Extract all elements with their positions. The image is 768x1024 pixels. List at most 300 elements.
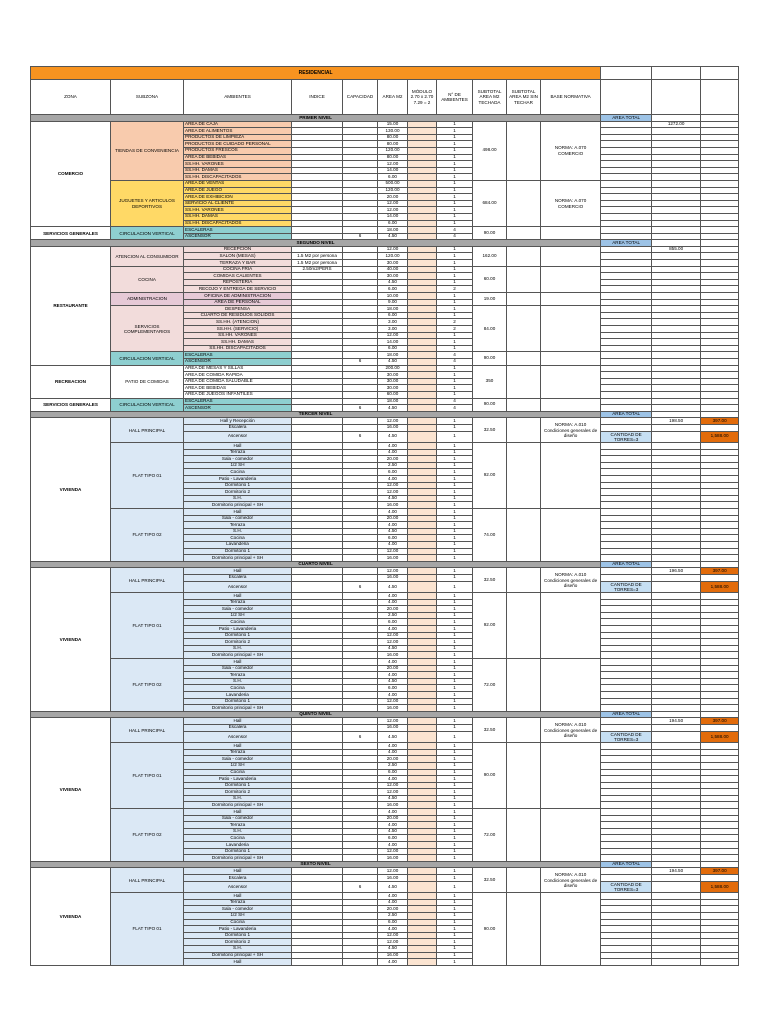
ambiente-cell: Sala - comedor — [184, 606, 292, 613]
capacidad-cell — [343, 391, 378, 398]
ambiente-cell: Dormitorio 2 — [184, 939, 292, 946]
cell — [652, 672, 701, 679]
subtotal-cell: 60.00 — [473, 266, 507, 292]
ambiente-cell: Dormitorio 1 — [184, 848, 292, 855]
cell — [601, 548, 652, 555]
num-ambientes-cell: 1 — [437, 418, 473, 425]
area-cell: 2.50 — [378, 612, 408, 619]
subzone-cell: HALL PRINCIPAL — [111, 418, 184, 443]
cell — [652, 522, 701, 529]
cell — [652, 861, 701, 868]
subtotal-cell: 72.00 — [473, 659, 507, 712]
cell — [652, 528, 701, 535]
num-ambientes-cell: 1 — [437, 207, 473, 214]
cell — [701, 842, 739, 849]
area-cell: 80.00 — [378, 154, 408, 161]
modulo-cell — [408, 756, 437, 763]
area-cell: 4.00 — [378, 659, 408, 666]
table-row — [31, 809, 739, 816]
num-ambientes-cell: 1 — [437, 167, 473, 174]
modulo-cell — [408, 718, 437, 725]
indice-cell — [292, 809, 343, 816]
cell — [601, 213, 652, 220]
capacidad-cell — [343, 855, 378, 862]
cell — [601, 358, 652, 365]
ambiente-cell: Lavanderia — [184, 692, 292, 699]
cell — [601, 299, 652, 306]
cell — [652, 685, 701, 692]
cell — [652, 200, 701, 207]
capacidad-cell — [343, 443, 378, 450]
indice-cell — [292, 312, 343, 319]
cell — [601, 685, 652, 692]
cell — [701, 391, 739, 398]
modulo-cell — [408, 482, 437, 489]
area-total-label: AREA TOTAL — [601, 711, 652, 718]
num-ambientes-cell: 1 — [437, 213, 473, 220]
ambiente-cell: TERRAZA Y BAR — [184, 260, 292, 267]
cell — [701, 180, 739, 187]
area-cell: 16.00 — [378, 705, 408, 712]
modulo-cell — [408, 822, 437, 829]
area-cell: 4.00 — [378, 749, 408, 756]
ambiente-cell: Dormitorio principal + SH — [184, 952, 292, 959]
area-extra-value: 397.00 — [701, 568, 739, 575]
cell — [652, 612, 701, 619]
area-cell: 9.00 — [378, 299, 408, 306]
indice-cell — [292, 724, 343, 731]
cell — [652, 279, 701, 286]
ambiente-cell: RECOJO Y ENTREGA DE SERVICIO — [184, 286, 292, 293]
table-row — [31, 246, 739, 253]
area-cell: 12.00 — [378, 632, 408, 639]
ambiente-cell: Terraza — [184, 899, 292, 906]
subtotal-cell: 684.00 — [473, 180, 507, 226]
modulo-cell — [408, 769, 437, 776]
indice-cell — [292, 332, 343, 339]
indice-cell — [292, 665, 343, 672]
subtotal-cell: 350 — [473, 365, 507, 398]
num-ambientes-cell: 1 — [437, 147, 473, 154]
modulo-cell — [408, 652, 437, 659]
indice-cell — [292, 319, 343, 326]
ambiente-cell: Patio - Lavanderia — [184, 776, 292, 783]
indice-cell — [292, 424, 343, 431]
num-ambientes-cell: 1 — [437, 724, 473, 731]
modulo-cell — [408, 528, 437, 535]
modulo-cell — [408, 391, 437, 398]
modulo-cell — [408, 855, 437, 862]
cell — [701, 411, 739, 418]
num-ambientes-cell: 1 — [437, 194, 473, 201]
table-row — [31, 293, 739, 300]
num-ambientes-cell: 1 — [437, 769, 473, 776]
modulo-cell — [408, 476, 437, 483]
cell — [652, 502, 701, 509]
cell — [701, 789, 739, 796]
num-ambientes-cell: 1 — [437, 312, 473, 319]
cell — [652, 128, 701, 135]
area-cell: 4.00 — [378, 893, 408, 900]
indice-cell — [292, 299, 343, 306]
cell — [652, 593, 701, 600]
cell — [601, 659, 652, 666]
area-cell: 4.50 — [378, 405, 408, 412]
capacidad-cell: 6 — [343, 405, 378, 412]
cell — [701, 352, 739, 359]
cell — [601, 919, 652, 926]
cell — [652, 187, 701, 194]
capacidad-cell — [343, 326, 378, 333]
area-cell: 12.00 — [378, 848, 408, 855]
subzone-cell: ATENCION AL CONSUMIDOR — [111, 246, 184, 266]
ambiente-cell: AREA DE BEBIDAS — [184, 385, 292, 392]
capacidad-cell — [343, 718, 378, 725]
subzone-cell: FLAT TIPO 01 — [111, 743, 184, 809]
cell — [601, 194, 652, 201]
num-ambientes-cell: 1 — [437, 698, 473, 705]
cell — [701, 207, 739, 214]
modulo-cell — [408, 339, 437, 346]
num-ambientes-cell: 1 — [437, 372, 473, 379]
modulo-cell — [408, 385, 437, 392]
ambiente-cell: REPOSTERIA — [184, 279, 292, 286]
cell — [601, 312, 652, 319]
capacidad-cell — [343, 515, 378, 522]
indice-cell — [292, 372, 343, 379]
capacidad-cell — [343, 213, 378, 220]
modulo-cell — [408, 489, 437, 496]
cell — [652, 881, 701, 893]
ambiente-cell: CUARTO DE RESIDUOS SOLIDOS — [184, 312, 292, 319]
modulo-cell — [408, 762, 437, 769]
ambiente-cell: Dormitorio 1 — [184, 782, 292, 789]
cell — [701, 861, 739, 868]
modulo-cell — [408, 260, 437, 267]
ambiente-cell: SS.HH. DISCAPACITADOS — [184, 345, 292, 352]
cell — [652, 299, 701, 306]
cell — [652, 619, 701, 626]
area-cell: 2.50 — [378, 462, 408, 469]
capacidad-cell — [343, 378, 378, 385]
indice-cell — [292, 906, 343, 913]
ambiente-cell: Hall — [184, 959, 292, 966]
modulo-cell — [408, 121, 437, 128]
cell — [652, 141, 701, 148]
indice-cell — [292, 509, 343, 516]
modulo-cell — [408, 612, 437, 619]
ambiente-cell: Terraza — [184, 672, 292, 679]
indice-cell — [292, 167, 343, 174]
capacidad-cell — [343, 802, 378, 809]
num-ambientes-cell: 1 — [437, 528, 473, 535]
cell — [701, 612, 739, 619]
num-ambientes-cell: 4 — [437, 405, 473, 412]
capacidad-cell — [343, 456, 378, 463]
subzone-cell: CIRCULACION VERTICAL — [111, 227, 184, 240]
cell — [601, 535, 652, 542]
modulo-cell — [408, 919, 437, 926]
area-cell: 12.00 — [378, 200, 408, 207]
column-header: ZONA — [31, 80, 111, 115]
subzone-cell: CIRCULACION VERTICAL — [111, 398, 184, 411]
cell — [601, 815, 652, 822]
ambiente-cell: S.H. — [184, 828, 292, 835]
cell — [601, 378, 652, 385]
area-cell: 4.00 — [378, 449, 408, 456]
num-ambientes-cell: 1 — [437, 128, 473, 135]
capacidad-cell — [343, 705, 378, 712]
cell — [652, 639, 701, 646]
area-cell: 4.50 — [378, 581, 408, 593]
area-cell: 16.00 — [378, 424, 408, 431]
area-cell: 4.00 — [378, 599, 408, 606]
num-ambientes-cell: 1 — [437, 200, 473, 207]
subtotal-sin-techar-cell — [507, 809, 541, 862]
ambiente-cell: SS.HH. VARONES — [184, 207, 292, 214]
torres-total-value: 1,588.00 — [701, 431, 739, 443]
num-ambientes-cell: 1 — [437, 555, 473, 562]
modulo-cell — [408, 731, 437, 743]
capacidad-cell — [343, 906, 378, 913]
cell — [601, 749, 652, 756]
ambiente-cell: Dormitorio 2 — [184, 489, 292, 496]
level-title: SEXTO NIVEL — [31, 861, 601, 868]
cell — [701, 246, 739, 253]
capacidad-cell — [343, 809, 378, 816]
num-ambientes-cell: 1 — [437, 842, 473, 849]
modulo-cell — [408, 326, 437, 333]
num-ambientes-cell: 1 — [437, 665, 473, 672]
cell — [601, 187, 652, 194]
ambiente-cell: COCINA FRIA — [184, 266, 292, 273]
indice-cell: 1.5 M2 por persona — [292, 253, 343, 260]
area-cell: 130.00 — [378, 128, 408, 135]
norma-cell — [541, 352, 601, 365]
area-cell: 16.00 — [378, 555, 408, 562]
cell — [601, 593, 652, 600]
indice-cell — [292, 306, 343, 313]
cell — [652, 449, 701, 456]
cell — [601, 385, 652, 392]
cell — [652, 776, 701, 783]
cell — [601, 652, 652, 659]
area-cell: 4.00 — [378, 822, 408, 829]
num-ambientes-cell: 1 — [437, 822, 473, 829]
modulo-cell — [408, 378, 437, 385]
cell — [601, 253, 652, 260]
cell — [652, 535, 701, 542]
modulo-cell — [408, 469, 437, 476]
capacidad-cell — [343, 293, 378, 300]
ambiente-cell: S.H. — [184, 645, 292, 652]
num-ambientes-cell: 1 — [437, 626, 473, 633]
area-cell: 120.00 — [378, 253, 408, 260]
indice-cell — [292, 789, 343, 796]
indice-cell — [292, 345, 343, 352]
cell — [701, 652, 739, 659]
modulo-cell — [408, 541, 437, 548]
indice-cell — [292, 141, 343, 148]
subzone-cell: FLAT TIPO 02 — [111, 509, 184, 562]
capacidad-cell — [343, 200, 378, 207]
cell — [701, 339, 739, 346]
area-cell: 12.00 — [378, 718, 408, 725]
capacidad-cell — [343, 652, 378, 659]
area-cell: 12.00 — [378, 568, 408, 575]
indice-cell — [292, 782, 343, 789]
cell — [652, 233, 701, 240]
area-cell: 4.50 — [378, 358, 408, 365]
capacidad-cell: 6 — [343, 731, 378, 743]
modulo-cell — [408, 345, 437, 352]
cell — [601, 842, 652, 849]
ambiente-cell: PRODUCTOS DE LIMPIEZA — [184, 134, 292, 141]
ambiente-cell: Hall — [184, 659, 292, 666]
modulo-cell — [408, 581, 437, 593]
table-row — [31, 868, 739, 875]
ambiente-cell: 1/2 SH — [184, 462, 292, 469]
indice-cell — [292, 749, 343, 756]
indice-cell — [292, 822, 343, 829]
cell — [601, 121, 652, 128]
num-ambientes-cell: 4 — [437, 358, 473, 365]
modulo-cell — [408, 724, 437, 731]
area-cell: 12.00 — [378, 639, 408, 646]
level-row — [31, 711, 739, 718]
area-cell: 30.00 — [378, 372, 408, 379]
modulo-cell — [408, 273, 437, 280]
subtotal-sin-techar-cell — [507, 293, 541, 306]
modulo-cell — [408, 599, 437, 606]
cell — [652, 476, 701, 483]
cell — [601, 724, 652, 731]
area-cell: 6.00 — [378, 835, 408, 842]
ambiente-cell: Dormitorio principal + SH — [184, 652, 292, 659]
ambiente-cell: Dormitorio principal + SH — [184, 705, 292, 712]
modulo-cell — [408, 848, 437, 855]
area-cell: 14.00 — [378, 213, 408, 220]
capacidad-cell — [343, 279, 378, 286]
num-ambientes-cell: 1 — [437, 952, 473, 959]
column-header: AREA M2 — [378, 80, 408, 115]
cell — [701, 762, 739, 769]
cell — [601, 809, 652, 816]
num-ambientes-cell: 1 — [437, 482, 473, 489]
subtotal-sin-techar-cell — [507, 568, 541, 593]
num-ambientes-cell: 1 — [437, 705, 473, 712]
num-ambientes-cell: 1 — [437, 868, 473, 875]
cell — [601, 509, 652, 516]
cell — [701, 482, 739, 489]
subtotal-cell: 32.50 — [473, 418, 507, 443]
capacidad-cell — [343, 848, 378, 855]
indice-cell — [292, 705, 343, 712]
capacidad-cell — [343, 207, 378, 214]
ambiente-cell: Hall — [184, 443, 292, 450]
num-ambientes-cell: 1 — [437, 743, 473, 750]
cell — [601, 541, 652, 548]
ambiente-cell: PRODUCTOS DE CUIDADO PERSONAL — [184, 141, 292, 148]
cell — [701, 385, 739, 392]
indice-cell — [292, 599, 343, 606]
indice-cell — [292, 939, 343, 946]
cell — [601, 443, 652, 450]
table-row — [31, 718, 739, 725]
cell — [652, 822, 701, 829]
capacidad-cell — [343, 593, 378, 600]
cell — [701, 952, 739, 959]
ambiente-cell: ESCALERAS — [184, 227, 292, 234]
subzone-cell: TIENDAS DE CONVENIENCIA — [111, 121, 184, 180]
area-cell: 2.50 — [378, 762, 408, 769]
num-ambientes-cell: 1 — [437, 509, 473, 516]
subzone-cell: FLAT TIPO 01 — [111, 893, 184, 966]
cell — [701, 593, 739, 600]
subtotal-cell: 90.00 — [473, 227, 507, 240]
capacidad-cell — [343, 482, 378, 489]
column-header-row — [31, 80, 739, 115]
cell — [701, 919, 739, 926]
area-cell: 4.00 — [378, 509, 408, 516]
cell — [652, 227, 701, 234]
cell — [701, 312, 739, 319]
indice-cell — [292, 147, 343, 154]
modulo-cell — [408, 939, 437, 946]
cell — [652, 405, 701, 412]
ambiente-cell: Hall — [184, 743, 292, 750]
capacidad-cell: 6 — [343, 358, 378, 365]
capacidad-cell — [343, 939, 378, 946]
cell — [701, 134, 739, 141]
modulo-cell — [408, 306, 437, 313]
cell — [652, 220, 701, 227]
capacidad-cell — [343, 599, 378, 606]
ambiente-cell: Lavanderia — [184, 842, 292, 849]
indice-cell — [292, 194, 343, 201]
modulo-cell — [408, 194, 437, 201]
num-ambientes-cell: 1 — [437, 881, 473, 893]
capacidad-cell — [343, 868, 378, 875]
cell — [601, 782, 652, 789]
cell — [601, 678, 652, 685]
num-ambientes-cell: 1 — [437, 802, 473, 809]
cell — [652, 959, 701, 966]
area-cell: 4.50 — [378, 881, 408, 893]
num-ambientes-cell: 1 — [437, 431, 473, 443]
table-row — [31, 398, 739, 405]
capacidad-cell — [343, 678, 378, 685]
cell — [601, 574, 652, 581]
cell — [601, 398, 652, 405]
modulo-cell — [408, 593, 437, 600]
num-ambientes-cell: 1 — [437, 828, 473, 835]
modulo-cell — [408, 424, 437, 431]
cell — [701, 456, 739, 463]
num-ambientes-cell: 1 — [437, 378, 473, 385]
indice-cell — [292, 639, 343, 646]
indice-cell — [292, 692, 343, 699]
table-row — [31, 121, 739, 128]
indice-cell — [292, 919, 343, 926]
ambiente-cell: RECEPCION — [184, 246, 292, 253]
num-ambientes-cell: 1 — [437, 593, 473, 600]
cell — [652, 469, 701, 476]
capacidad-cell — [343, 266, 378, 273]
cell — [601, 161, 652, 168]
cell — [652, 358, 701, 365]
modulo-cell — [408, 174, 437, 181]
